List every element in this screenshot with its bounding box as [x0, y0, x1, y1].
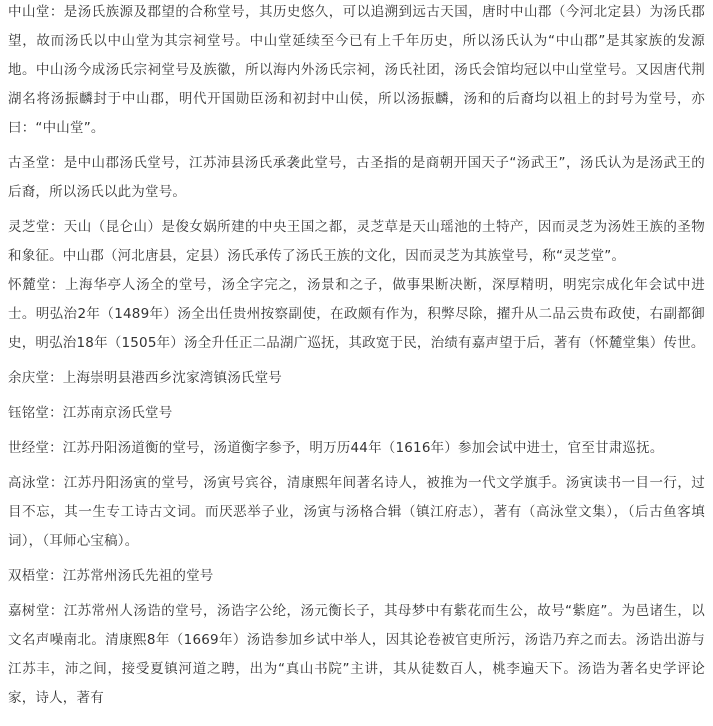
paragraph-gusheng-tang: 古圣堂：是中山郡汤氏堂号，江苏沛县汤氏承袭此堂号，古圣指的是商朝开国天子“汤武王”，汤氏认为是汤武王的后裔，所以汤氏以此为堂号。	[8, 155, 705, 200]
paragraph-gaoyong-tang: 高泳堂：江苏丹阳汤寅的堂号，汤寅号宾谷，清康熙年间著名诗人，被推为一代文学旗手。汤寅读书一目一行，过目不忘，其一生专工诗古文词。而厌恶举子业，汤寅与汤格合辑（镇江府志），著有（高泳堂文集），（后古鱼客填词），（耳师心宝稿）。	[8, 475, 705, 549]
paragraph-zhongshan-tang: 中山堂：是汤氏族源及郡望的合称堂号，其历史悠久，可以追溯到远古天国，唐时中山郡（今河北定县）为汤氏郡望，故而汤氏以中山堂为其宗祠堂号。中山堂延续至今已有上千年历史，所以汤氏认为“中山郡”是其家族的发源地。中山汤今成汤氏宗祠堂号及族徽，所以海内外汤氏宗祠，汤氏社团，汤氏会馆均冠以中山堂堂号。又因唐代荆湖名将汤振麟封于中山郡，明代开国勋臣汤和初封中山侯，所以汤振麟，汤和的后裔均以祖上的封号为堂号，亦曰：“中山堂”。	[8, 4, 705, 136]
paragraph-shijing-tang: 世经堂：江苏丹阳汤道衡的堂号，汤道衡字参予，明万历44年（1616年）参加会试中进士，官至甘肃巡抚。	[8, 440, 664, 456]
paragraph-huailu-tang: 怀麓堂：上海华亭人汤全的堂号，汤全字完之，汤景和之子，做事果断决断，深厚精明，明宪宗成化年会试中进士。明弘治2年（1489年）汤全出任贵州按察副使，在政颇有作为，积弊尽除，擢升从二品云贵布政使，右副都御史，明弘治18年（1505年）汤全升任正二品湖广巡抚，其政宽于民，治绩有嘉声望于后，著有（怀麓堂集）传世。	[8, 277, 705, 351]
paragraph-jiashu-tang: 嘉树堂：江苏常州人汤诰的堂号，汤诰字公纶，汤元衡长子，其母梦中有紫花而生公，故号“紫庭”。为邑诸生，以文名声噪南北。清康熙8年（1669年）汤诰参加乡试中举人，因其论卷被官吏所污，汤诰乃弃之而去。汤诰出游与江苏丰，沛之间，接受夏镇河道之聘，出为“真山书院”主讲，其从徒数百人，桃李遍天下。汤诰为著名史学评论家，诗人，著有	[8, 603, 705, 706]
paragraph-yuming-tang: 钰铭堂：江苏南京汤氏堂号	[8, 405, 173, 421]
paragraph-shuangwu-tang: 双梧堂：江苏常州汤氏先祖的堂号	[8, 568, 214, 584]
paragraph-yuqing-tang: 余庆堂：上海崇明县港西乡沈家湾镇汤氏堂号	[8, 370, 282, 386]
paragraph-lingzhi-tang: 灵芝堂：天山（昆仑山）是俊女娲所建的中央王国之都，灵芝草是天山瑶池的土特产，因而灵芝为汤姓王族的圣物和象征。中山郡（河北唐县，定县）汤氏承传了汤氏王族的文化，因而灵芝为其族堂号，称“灵芝堂”。	[8, 219, 705, 264]
